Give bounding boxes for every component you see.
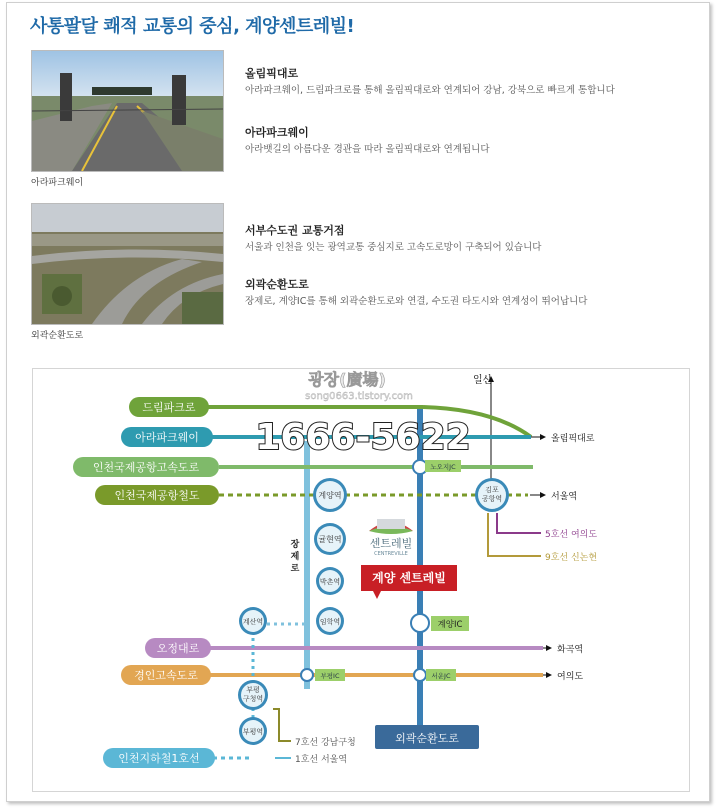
dest-olympic: 올림픽대로 [551,434,595,444]
dest-line5: 5호선 여의도 [545,530,598,540]
feature-title: 올림픽대로 [245,67,299,80]
road-label-jangje: 장 제 로 [290,540,300,574]
feature-title: 서부수도권 교통거점 [245,224,345,237]
station-label-imhak: 임학역 [319,618,341,626]
ic-label-gyeyang: 계양IC [437,620,463,630]
site-label: 계양 센트레빌 [372,571,446,585]
watermark-phone: 1666-5622 [255,417,471,458]
road-label-gyeongin: 경인고속도로 [134,669,198,682]
photo-caption: 외곽순환도로 [31,331,84,341]
feature-desc: 서울과 인천을 잇는 광역교통 중심지로 고속도로망이 구축되어 있습니다 [245,242,542,253]
ic-label-bupyeong: 부평IC [320,672,340,680]
road-label-arapark: 아라파크웨이 [135,431,199,444]
feature-desc: 아라뱃길의 아름다운 경관을 따라 올림픽대로와 연계됩니다 [245,144,490,155]
line9-link [488,513,541,556]
photo-ring-road [31,203,224,325]
feature-title: 아라파크웨이 [245,126,309,139]
ic-label-seoun: 서운JC [431,672,451,680]
station-label-gimpo: 김포 공항역 [481,486,503,503]
photo-caption: 아라파크웨이 [31,178,84,188]
line7-link [273,709,291,741]
gyeyang-ic-node [411,614,429,632]
bupyeong-ic-node [301,669,313,681]
feature-desc: 아라파크웨이, 드림파크로를 통해 올림픽대로와 연계되어 강남, 강북으로 빠르게 통합니다 [245,85,615,96]
ic-label-gimpo-jc: 노오지JC [430,463,456,471]
site-logo-sub: CENTREVILLE [374,551,408,557]
dest-yeouido: 여의도 [557,672,584,682]
station-label-bakchon: 박촌역 [319,578,341,586]
seoun-jc-node [414,669,426,681]
gimpo-jc-node [413,460,427,474]
station-label-bupyeong: 부평역 [242,728,264,736]
line5-link [497,513,541,533]
photo-arapark [31,50,224,172]
station-label-gyesan: 계산역 [242,618,264,626]
page-title: 사통팔달 쾌적 교통의 중심, 계양센트레빌! [30,16,355,37]
road-label-airport-hwy: 인천국제공항고속도로 [92,461,200,474]
dest-hwagok: 화곡역 [557,645,584,655]
site-logo-text: 센트레빌 [369,537,413,550]
station-label-bupyeong-gu: 부평 구청역 [242,686,264,703]
station-label-gyeyang: 계양역 [318,491,342,500]
transport-map [32,368,690,792]
feature-title: 외곽순환도로 [245,278,309,291]
road-label-ring: 외곽순환도로 [395,732,459,745]
dest-line1: 1호선 서울역 [295,755,348,765]
dest-seoul: 서울역 [551,492,578,502]
site-label-pointer [373,591,381,599]
road-label-dreampark: 드림파크로 [142,401,196,414]
road-label-airport-rail: 인천국제공항철도 [114,489,200,502]
road-label-ojeong: 오정대로 [156,642,200,655]
watermark-url: song0663.tistory.com [305,391,413,402]
dest-ilsan: 일산 [473,375,493,386]
transport-map-svg [33,369,689,791]
feature-desc: 장제로, 계양IC를 통해 외곽순환도로와 연결, 수도권 타도시와 연계성이 뛰어납니다 [245,296,588,307]
dest-line7: 7호선 강남구청 [295,738,356,748]
dest-line9: 9호선 신논현 [545,553,598,563]
watermark-name: 광장(廣場) [308,370,386,389]
station-label-gyulhyeon: 귤현역 [318,535,342,544]
road-label-subway1: 인천지하철1호선 [118,752,200,765]
centreville-logo [369,519,413,534]
